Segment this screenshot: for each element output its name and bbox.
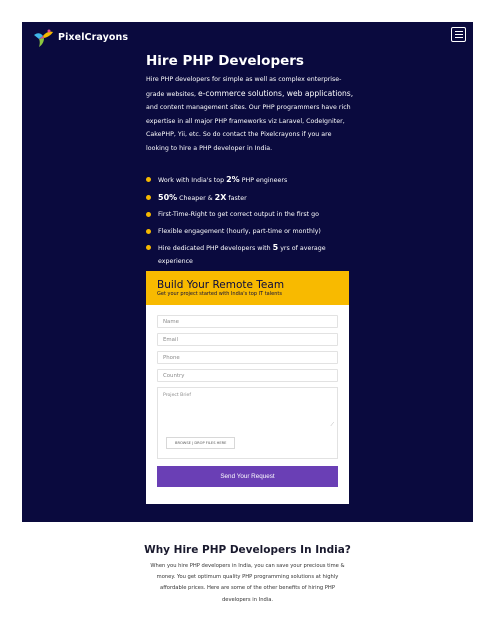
project-brief-textarea[interactable]	[157, 387, 338, 459]
bullet-icon	[146, 229, 151, 234]
project-brief-label: Project Brief	[163, 393, 191, 398]
brand-name: PixelCrayons	[58, 31, 129, 43]
why-hire-section	[0, 544, 495, 606]
country-input[interactable]	[157, 369, 338, 382]
resize-handle-icon[interactable]: ⟋	[330, 422, 334, 428]
file-upload-button[interactable]: BROWSE | DROP FILES HERE	[166, 437, 235, 449]
logo[interactable]	[32, 26, 128, 48]
hero-content	[146, 53, 356, 272]
pixelcrayons-bird-logo-icon	[32, 26, 54, 48]
benefit-item: Flexible engagement (hourly, part-time or monthly)	[146, 225, 356, 238]
benefit-item: 50% Cheaper & 2X faster	[146, 191, 356, 205]
hero-intro: Hire PHP developers for simple as well as complex enterprise-grade websites, e-commerce solutions, web applications, and content management sites. Our PHP programmers have rich expertise in all major PHP frameworks viz Laravel, CodeIgniter, CakePHP, Yii, etc. So do contact the Pixelcrayons if you are looking to hire a PHP developer in India.	[146, 76, 354, 152]
bullet-icon	[146, 212, 151, 217]
form-title: Build Your Remote Team	[157, 279, 285, 291]
name-input[interactable]	[157, 315, 338, 328]
page-title: Hire PHP Developers	[146, 53, 304, 69]
form-header	[146, 271, 349, 305]
phone-input[interactable]	[157, 351, 338, 364]
menu-button[interactable]	[451, 27, 466, 42]
send-request-button[interactable]: Send Your Request	[157, 466, 338, 487]
hero-section	[22, 22, 473, 522]
benefit-item: Hire dedicated PHP developers with 5 yrs of average experience	[146, 241, 356, 268]
bullet-icon	[146, 245, 151, 250]
hamburger-menu-icon	[455, 31, 463, 32]
email-input[interactable]	[157, 333, 338, 346]
form-subtitle: Get your project started with India's top IT talents	[157, 291, 282, 297]
bullet-icon	[146, 195, 151, 200]
why-hire-text: When you hire PHP developers in India, you can save your precious time & money. You get optimum quality PHP programming solutions at highly affordable prices. Here are some of the other benefits of hiring PHP developers in India.	[150, 563, 345, 603]
remote-team-form	[146, 271, 349, 504]
benefit-item: First-Time-Right to get correct output in the first go	[146, 208, 356, 221]
why-hire-title: Why Hire PHP Developers In India?	[144, 544, 351, 556]
form-body	[146, 305, 349, 487]
bullet-icon	[146, 177, 151, 182]
benefits-list	[146, 173, 356, 268]
benefit-item: Work with India's top 2% PHP engineers	[146, 173, 356, 187]
